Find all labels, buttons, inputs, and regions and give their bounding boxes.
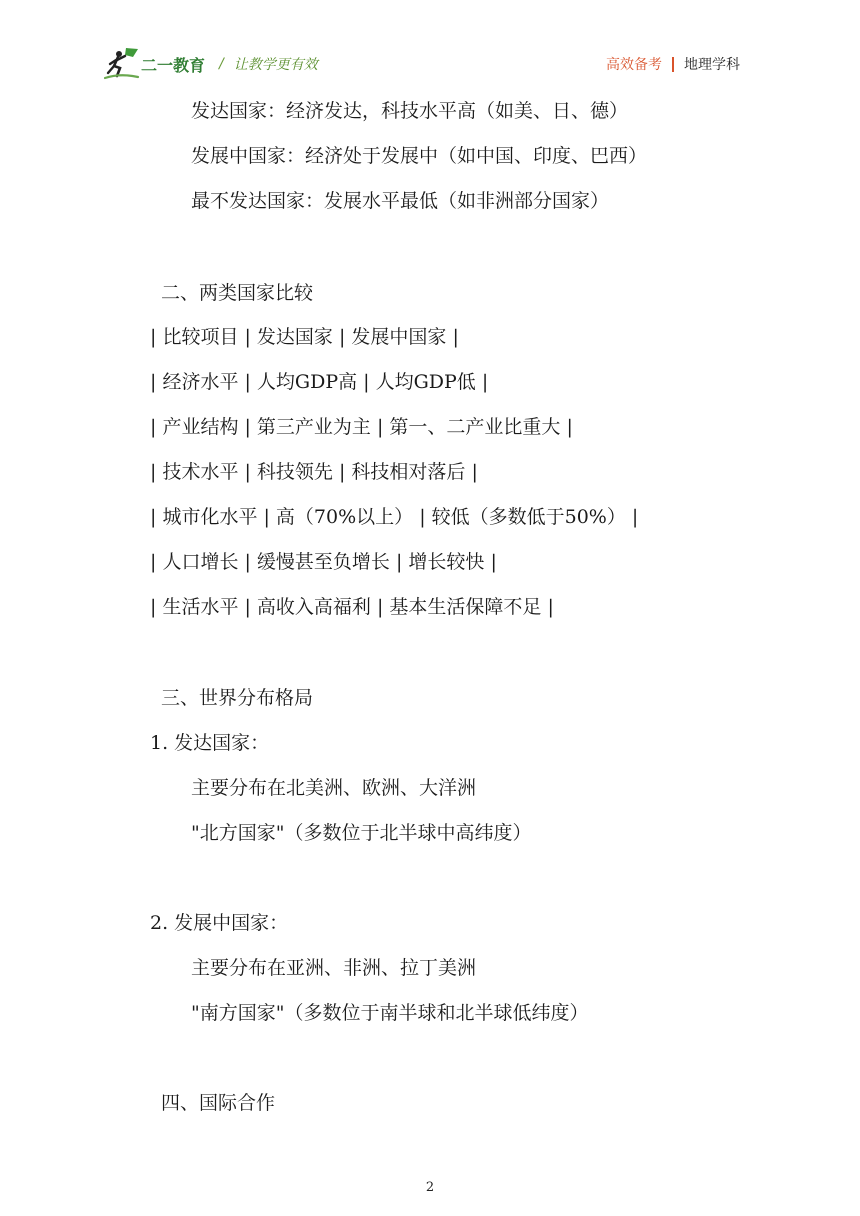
developed-heading: 1. 发达国家： [150, 732, 270, 754]
table-row-living: | 生活水平 | 高收入高福利 | 基本生活保障不足 | [150, 596, 554, 618]
header-subject: 地理学科 [684, 57, 740, 73]
developed-distribution: 主要分布在北美洲、欧洲、大洋洲 [191, 777, 477, 799]
header-tag: 高效备考 [606, 57, 662, 73]
table-row-header: | 比较项目 | 发达国家 | 发展中国家 | [150, 326, 459, 348]
section3-heading: 三、世界分布格局 [161, 687, 314, 709]
header-slash: / [219, 56, 224, 72]
page-header [104, 44, 740, 84]
table-row-industry: | 产业结构 | 第三产业为主 | 第一、二产业比重大 | [150, 416, 573, 438]
developing-south-label: "南方国家"（多数位于南半球和北半球低纬度） [191, 1002, 589, 1024]
developing-distribution: 主要分布在亚洲、非洲、拉丁美洲 [191, 957, 477, 979]
section2-heading: 二、两类国家比较 [161, 282, 314, 304]
table-row-technology: | 技术水平 | 科技领先 | 科技相对落后 | [150, 461, 478, 483]
page-number: 2 [425, 1180, 435, 1195]
dev-type-developed: 发达国家：经济发达，科技水平高（如美、日、德） [191, 100, 629, 122]
table-row-economy: | 经济水平 | 人均GDP高 | 人均GDP低 | [150, 371, 489, 393]
brand-slogan: 让教学更有效 [233, 57, 318, 73]
brand-name: 二一教育 [141, 55, 206, 75]
dev-type-developing: 发展中国家：经济处于发展中（如中国、印度、巴西） [191, 145, 648, 167]
header-right [606, 54, 740, 74]
runner-logo-icon [104, 46, 140, 82]
developing-heading: 2. 发展中国家： [150, 912, 289, 934]
developed-north-label: "北方国家"（多数位于北半球中高纬度） [191, 822, 532, 844]
header-divider [672, 57, 674, 72]
dev-type-least-developed: 最不发达国家：发展水平最低（如非洲部分国家） [191, 190, 610, 212]
brand-logo [104, 46, 318, 82]
section4-heading: 四、国际合作 [161, 1092, 276, 1114]
table-row-population: | 人口增长 | 缓慢甚至负增长 | 增长较快 | [150, 551, 497, 573]
table-row-urbanization: | 城市化水平 | 高（70%以上） | 较低（多数低于50%） | [150, 506, 639, 528]
